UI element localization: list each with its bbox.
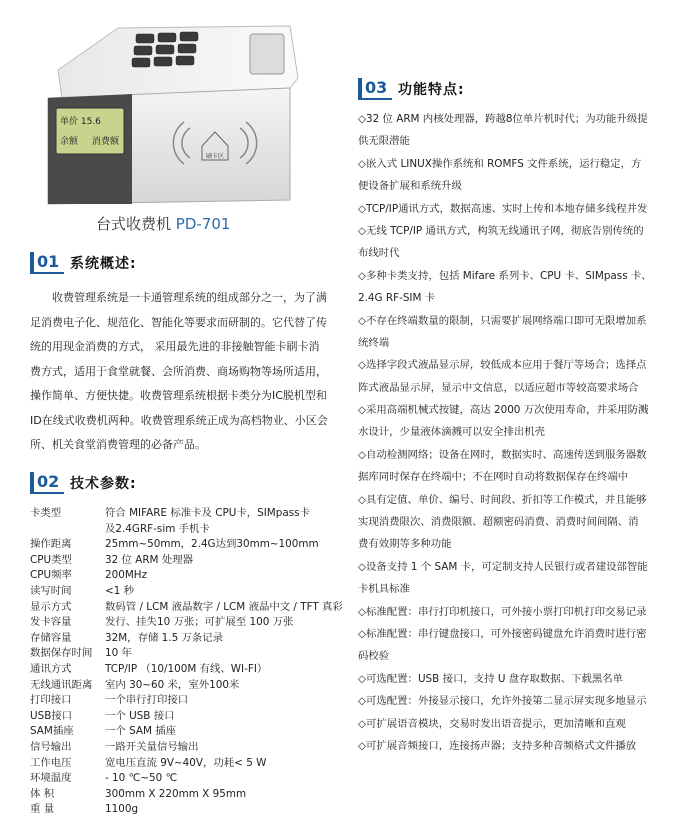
- spec-row: [30, 678, 350, 694]
- feature-line: 阵式液晶显示屏，显示中文信息，以适应超市等较高要求场合: [358, 381, 639, 394]
- spec-row: [30, 662, 350, 678]
- spec-row: [30, 724, 350, 740]
- spec-value: 10 年: [105, 647, 132, 660]
- feature-line: 实现消费限次、消费限额、超额密码消费、消费时间间隔、消: [358, 516, 639, 529]
- spec-value: 32 位 ARM 处理器: [105, 553, 193, 566]
- overview-line: 操作简单、方便快捷。收费管理系统根据卡类分为IC脱机型和: [30, 389, 327, 402]
- overview-line: 收费管理系统是一卡通管理系统的组成部分之一，为了满: [52, 291, 327, 304]
- feature-line: 统终端: [358, 336, 390, 349]
- spec-key: 数据保存时间: [30, 647, 93, 660]
- spec-key: 发卡容量: [30, 616, 72, 629]
- section-overview-header: [30, 250, 137, 276]
- spec-key: 操作距离: [30, 538, 72, 551]
- screen-line2-left: 余额: [60, 137, 79, 147]
- feature-line: 费有效期等多种功能: [358, 538, 452, 551]
- spec-key: [30, 522, 105, 538]
- section-title: 功能特点:: [398, 82, 465, 98]
- spec-row: [30, 615, 350, 631]
- feature-line: ◇可扩展语音模块，交易时发出语音提示，更加清晰和直观: [358, 717, 626, 730]
- feature-line: ◇可扩展音频接口，连接扬声器；支持多种音频格式文件播放: [358, 739, 637, 752]
- spec-row: [30, 693, 350, 709]
- spec-value: 300mm X 220mm X 95mm: [105, 787, 247, 800]
- spec-row: [30, 709, 350, 725]
- spec-table: [30, 506, 350, 818]
- feature-line: ◇标准配置：串行打印机接口，可外接小票打印机打印交易记录: [358, 605, 647, 618]
- spec-row: [30, 771, 350, 787]
- spec-value: 32M，存储 1.5 万条记录: [105, 631, 224, 644]
- product-model: PD-701: [175, 215, 231, 233]
- spec-value: 一个 USB 接口: [105, 709, 175, 722]
- spec-row: [30, 537, 350, 553]
- spec-value: 及2.4GRF-sim 手机卡: [105, 522, 210, 535]
- section-number: 02: [30, 472, 64, 494]
- spec-row: [30, 802, 350, 818]
- spec-row: [30, 740, 350, 756]
- feature-list: [358, 108, 658, 757]
- spec-key: 重 量: [30, 803, 55, 816]
- product-image: [40, 18, 302, 210]
- spec-row: [30, 631, 350, 647]
- section-features-header: [358, 76, 465, 102]
- feature-line: ◇可选配置：USB 接口，支持 U 盘存取数据、下载黑名单: [358, 672, 624, 685]
- overview-line: 费方式，适用于食堂就餐、会所消费、商场购物等场所适用，: [30, 364, 327, 378]
- feature-line: 布线时代: [358, 247, 400, 260]
- feature-line: ◇TCP/IP通讯方式，数据高速、实时上传和本地存储多线程并发: [358, 202, 648, 215]
- feature-line: ◇无线 TCP/IP 通讯方式，构筑无线通讯子网，彻底告别传统的: [358, 224, 644, 237]
- feature-line: 据库同时保存在终端中；不在网时自动将数据保存在终端中: [358, 471, 629, 484]
- spec-key: 读写时间: [30, 584, 72, 597]
- feature-line: ◇多种卡类支持，包括 Mifare 系列卡、CPU 卡、SIMpass 卡、: [358, 269, 652, 282]
- product-name: 台式收费机: [96, 215, 172, 233]
- feature-line: ◇不存在终端数量的限制，只需要扩展网络端口即可无限增加系: [358, 314, 647, 327]
- spec-row: [30, 553, 350, 569]
- spec-key: CPU频率: [30, 569, 72, 582]
- spec-key: 存储容量: [30, 631, 72, 644]
- spec-key: 工作电压: [30, 756, 72, 769]
- feature-line: ◇设备支持 1 个 SAM 卡，可定制支持人民银行或者建设部智能: [358, 560, 648, 573]
- overview-line: 足消费电子化、规范化、智能化等要求而研制的。它代替了传: [30, 315, 327, 329]
- spec-key: 体 积: [30, 787, 55, 800]
- overview-line: 统的用现金消费的方式， 采用最先进的非接触智能卡刷卡消: [30, 340, 320, 353]
- feature-line: ◇32 位 ARM 内核处理器，跨越8位单片机时代；为功能升级提: [358, 113, 648, 125]
- section-title: 系统概述:: [70, 256, 137, 272]
- feature-line: 2.4G RF-SIM 卡: [358, 292, 436, 305]
- spec-value: 一路开关量信号输出: [105, 740, 199, 753]
- section-specs-header: [30, 470, 137, 496]
- screen-line2-right: 消费额: [92, 137, 120, 147]
- spec-value: 25mm~50mm，2.4G达到30mm~100mm: [105, 538, 319, 551]
- spec-row: [30, 646, 350, 662]
- spec-value: 发行、挂失10 万张；可扩展至 100 万张: [105, 616, 294, 629]
- spec-value: TCP/IP （10/100M 有线、WI-FI）: [105, 662, 268, 675]
- spec-key: 信号输出: [30, 740, 72, 753]
- spec-row: [30, 522, 350, 538]
- spec-key: 显示方式: [30, 600, 72, 613]
- spec-key: 无线通讯距离: [30, 678, 93, 691]
- feature-line: ◇自动检测网络；设备在网时，数据实时、高速传送到服务器数: [358, 448, 647, 461]
- spec-key: 通讯方式: [30, 662, 72, 675]
- spec-value: 室内 30~60 米，室外100米: [105, 678, 240, 691]
- spec-row: [30, 600, 350, 616]
- spec-key: SAM插座: [30, 725, 74, 738]
- spec-value: - 10 ℃~50 ℃: [105, 772, 178, 785]
- feature-line: 便设备扩展和系统升级: [358, 180, 462, 193]
- spec-value: 数码管 / LCM 液晶数字 / LCM 液晶中文 / TFT 真彩: [105, 600, 343, 613]
- section-number: 01: [30, 252, 64, 274]
- feature-line: ◇嵌入式 LINUX操作系统和 ROMFS 文件系统，运行稳定，方: [358, 157, 642, 170]
- feature-line: ◇具有定值、单价、编号、时间段、折扣等工作模式，并且能够: [358, 493, 647, 506]
- feature-line: ◇选择字段式液晶显示屏，较低成本应用于餐厅等场合；选择点: [358, 359, 647, 372]
- spec-row: [30, 584, 350, 600]
- spec-value: 200MHz: [105, 569, 148, 582]
- spec-row: [30, 787, 350, 803]
- spec-row: [30, 756, 350, 772]
- overview-line: 所、机关食堂消费管理的必备产品。: [30, 438, 206, 451]
- screen-line1: 单价 15.6: [60, 117, 101, 127]
- feature-line: 卡机具标准: [358, 583, 410, 596]
- spec-row: [30, 568, 350, 584]
- spec-value: 1100g: [105, 803, 139, 816]
- card-area-label: 刷卡区: [206, 153, 225, 160]
- section-title: 技术参数:: [70, 476, 137, 492]
- spec-value: 符合 MIFARE 标准卡及 CPU卡，SIMpass卡: [105, 507, 310, 519]
- spec-key: CPU类型: [30, 553, 72, 566]
- feature-line: ◇可选配置：外接显示接口，允许外接第二显示屏实现多地显示: [358, 695, 647, 708]
- feature-line: ◇采用高端机械式按键，高达 2000 万次使用寿命，并采用防溅: [358, 404, 649, 417]
- spec-key: 卡类型: [30, 507, 62, 519]
- spec-value: 一个串行打印接口: [105, 694, 189, 707]
- spec-value: 一个 SAM 插座: [105, 725, 177, 738]
- feature-line: 码校验: [358, 650, 390, 663]
- feature-line: ◇标准配置：串行键盘接口，可外接密码键盘允许消费时进行密: [358, 627, 647, 640]
- feature-line: 水设计，少量液体滴溅可以安全排出机壳: [358, 426, 546, 439]
- overview-paragraph: [30, 286, 330, 458]
- product-caption: [96, 213, 230, 234]
- spec-value: <1 秒: [105, 584, 135, 597]
- spec-key: 环境温度: [30, 772, 72, 785]
- overview-line: ID在线式收费机两种。收费管理系统正成为高档物业、小区会: [30, 413, 328, 427]
- spec-key: 打印接口: [30, 694, 72, 707]
- spec-key: USB接口: [30, 709, 73, 722]
- spec-row: [30, 506, 350, 522]
- section-number: 03: [358, 78, 392, 100]
- spec-value: 宽电压直流 9V~40V，功耗< 5 W: [105, 756, 267, 769]
- feature-line: 供无限潜能: [358, 135, 410, 148]
